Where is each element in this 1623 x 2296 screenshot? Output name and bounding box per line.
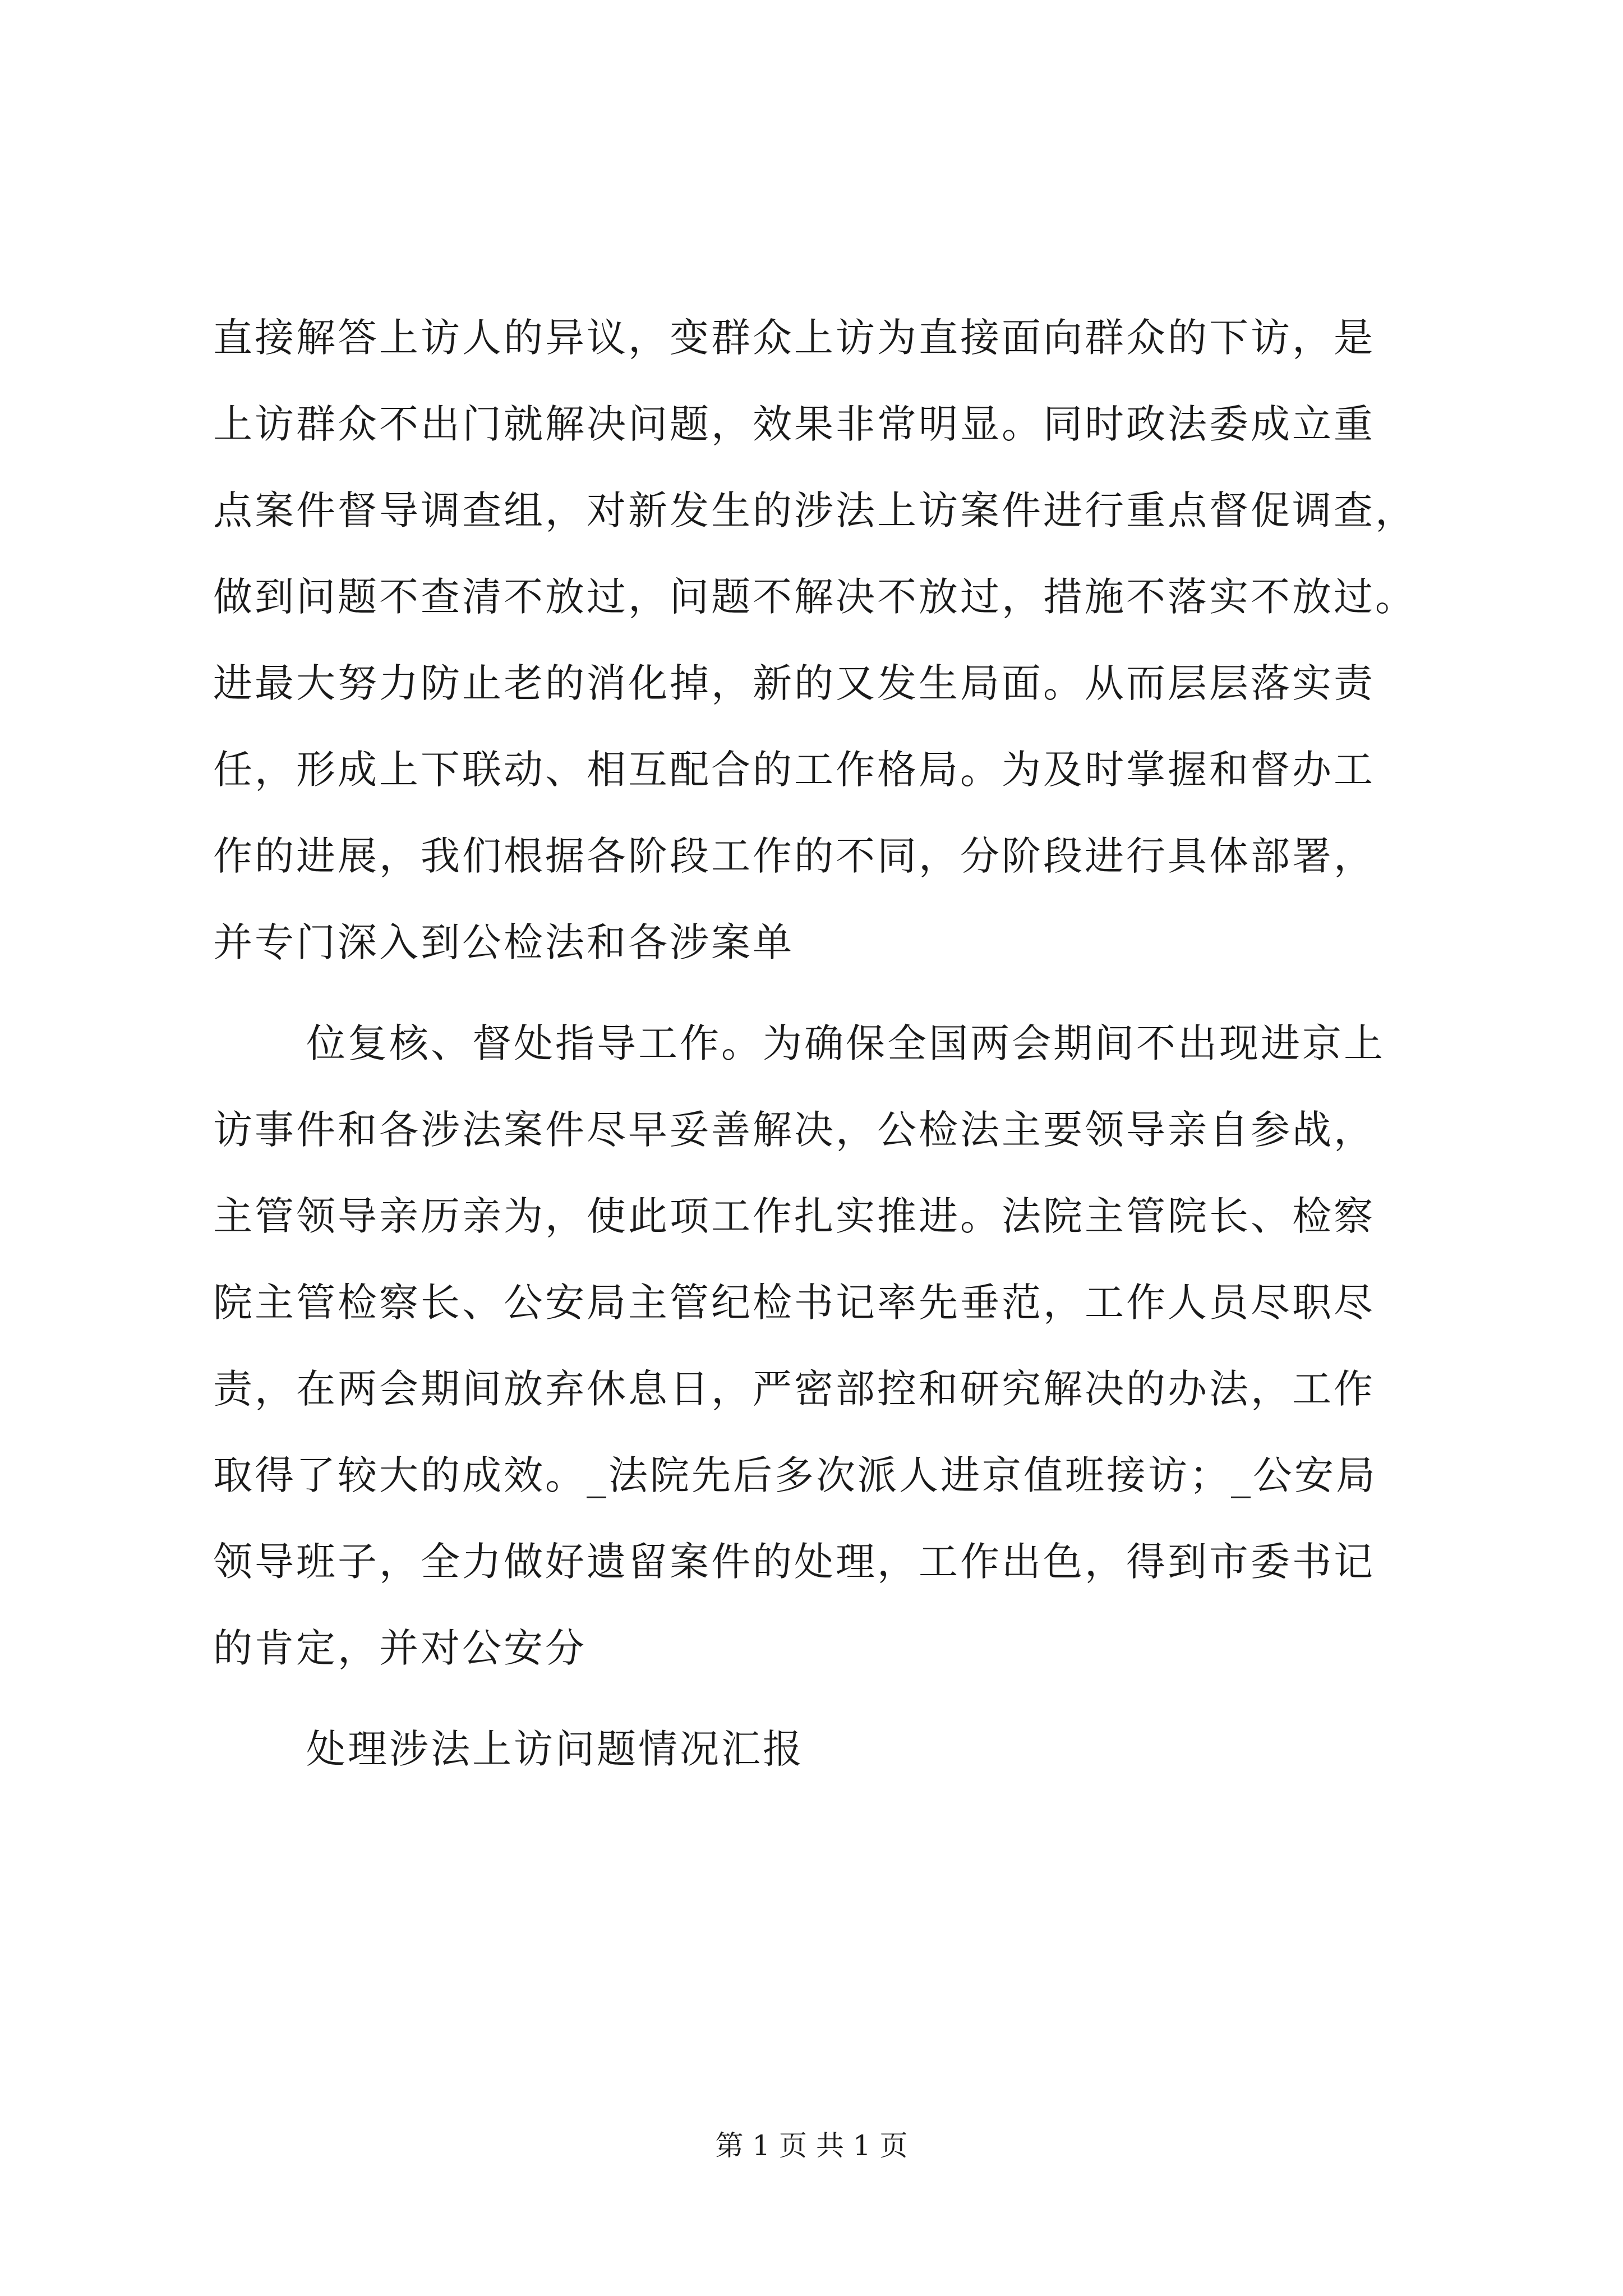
text-line: 院主管检察长、公安局主管纪检书记率先垂范，工作人员尽职尽 (213, 1280, 1375, 1326)
text-line: 责，在两会期间放弃休息日，严密部控和研究解决的办法，工作 (213, 1366, 1375, 1412)
text-line: 访事件和各涉法案件尽早妥善解决，公检法主要领导亲自参战， (213, 1107, 1375, 1153)
paragraph-1 (213, 295, 1436, 986)
text-line: 并专门深入到公检法和各涉案单 (213, 919, 794, 965)
page-number: 第 1 页 共 1 页 (715, 2129, 908, 2162)
text-line: 直接解答上访人的异议，变群众上访为直接面向群众的下访，是 (213, 315, 1375, 361)
page-footer (0, 2129, 1623, 2162)
document-body (213, 295, 1436, 1792)
text-line: 的肯定，并对公安分 (213, 1625, 587, 1671)
text-line: 做到问题不查清不放过，问题不解决不放过，措施不落实不放过。 (213, 574, 1417, 620)
text-line: 点案件督导调查组，对新发生的涉法上访案件进行重点督促调查， (213, 487, 1417, 533)
text-line: 上访群众不出门就解决问题，效果非常明显。同时政法委成立重 (213, 401, 1375, 447)
text-line: 处理涉法上访问题情况汇报 (306, 1726, 804, 1772)
text-line: 作的进展，我们根据各阶段工作的不同，分阶段进行具体部署， (213, 833, 1375, 879)
text-line: 位复核、督处指导工作。为确保全国两会期间不出现进京上 (306, 1020, 1385, 1066)
paragraph-2 (213, 1000, 1436, 1691)
text-line: 主管领导亲历亲为，使此项工作扎实推进。法院主管院长、检察 (213, 1193, 1375, 1239)
paragraph-3 (213, 1706, 1436, 1792)
text-line: 领导班子，全力做好遗留案件的处理，工作出色，得到市委书记 (213, 1539, 1375, 1585)
text-line: 进最大努力防止老的消化掉，新的又发生局面。从而层层落实责 (213, 660, 1375, 706)
text-line: 取得了较大的成效。_法院先后多次派人进京值班接访；_公安局 (213, 1452, 1377, 1498)
text-line: 任，形成上下联动、相互配合的工作格局。为及时掌握和督办工 (213, 747, 1375, 793)
